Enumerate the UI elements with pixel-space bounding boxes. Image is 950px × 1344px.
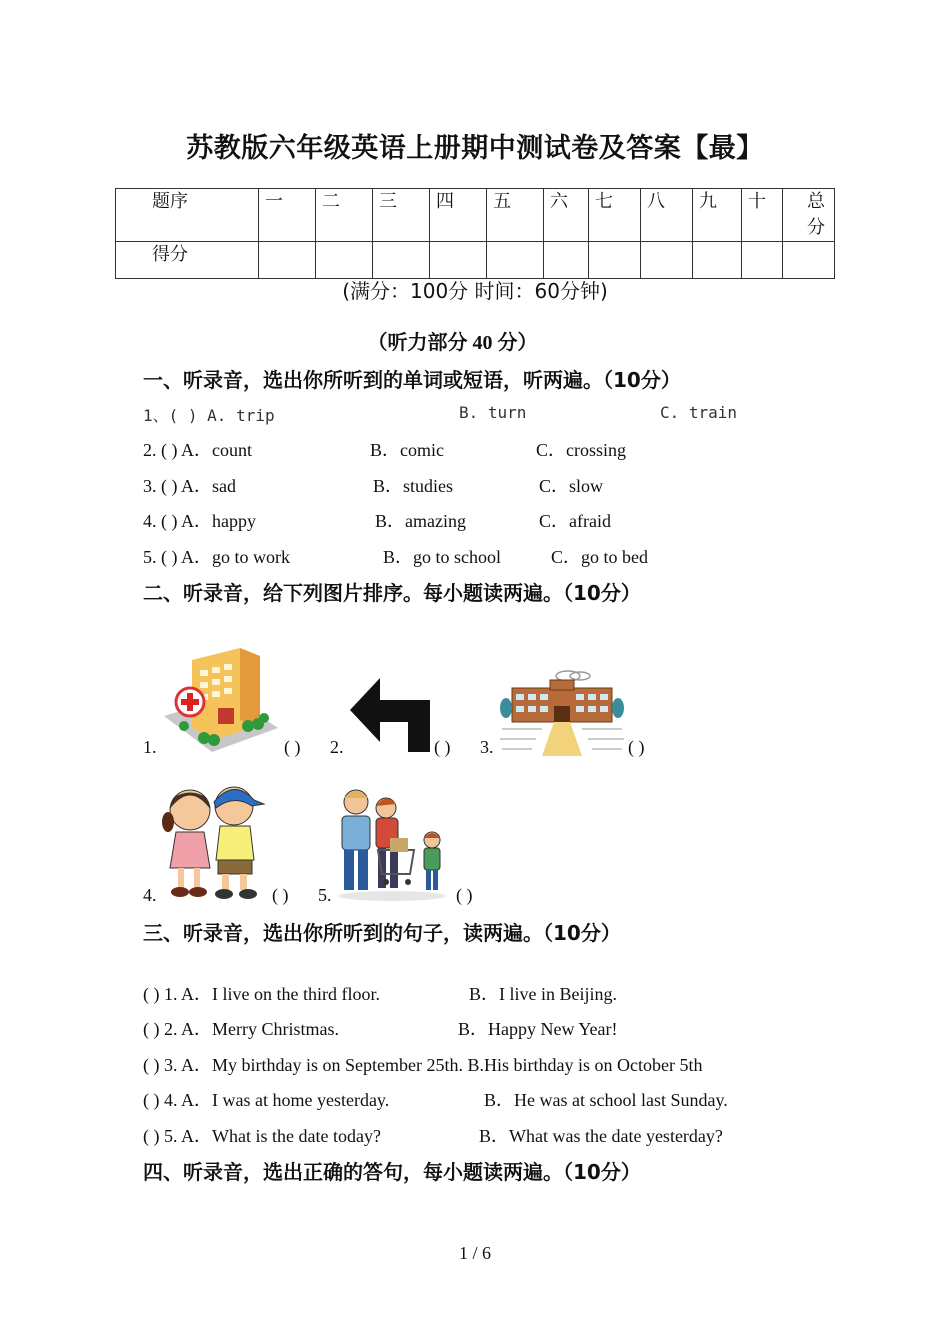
score-table-header-row: [116, 189, 835, 242]
sentence-5-option-b: B．What was the date yesterday?: [479, 1126, 723, 1146]
sentence-3-options: ( ) 3. A．My birthday is on September 25th. B.His birthday is on October 5th: [143, 1055, 703, 1075]
picture-4-number: 4.: [143, 885, 157, 905]
table-cell: 二: [316, 189, 373, 242]
table-cell: 三: [373, 189, 430, 242]
picture-5-number: 5.: [318, 885, 332, 905]
q5-option-b: B．go to school: [383, 547, 502, 567]
sentence-2-option-a: ( ) 2. A．Merry Christmas.: [143, 1019, 339, 1039]
family-shopping-picture: [334, 784, 450, 902]
score-time-info: (满分：100分 时间：60分钟): [342, 279, 608, 303]
score-blank[interactable]: [316, 242, 373, 279]
page-title: 苏教版六年级英语上册期中测试卷及答案【最】: [186, 133, 764, 164]
score-blank[interactable]: [259, 242, 316, 279]
table-cell: 总分: [783, 189, 835, 242]
sentence-2-option-b: B．Happy New Year!: [458, 1019, 618, 1039]
listening-subtitle: （听力部分 40 分）: [367, 332, 538, 354]
hospital-picture: [160, 646, 282, 754]
q3-option-c: C．slow: [539, 476, 604, 496]
table-cell: 得分: [116, 242, 259, 279]
school-picture: [498, 668, 626, 756]
kids-walking-picture: [160, 780, 270, 904]
sentence-1-option-a: ( ) 1. A．I live on the third floor.: [143, 984, 380, 1004]
page-number: 1 / 6: [458, 1243, 491, 1263]
q4-option-a: 4. ( ) A．happy: [143, 511, 256, 531]
table-cell: 八: [641, 189, 693, 242]
turn-left-arrow-icon: [346, 676, 432, 754]
score-blank[interactable]: [544, 242, 589, 279]
table-cell: 五: [487, 189, 544, 242]
score-blank[interactable]: [641, 242, 693, 279]
sentence-4-option-a: ( ) 4. A．I was at home yesterday.: [143, 1090, 390, 1110]
picture-5-answer-blank[interactable]: ( ): [456, 885, 473, 905]
section-4-heading: 四、听录音，选出正确的答句，每小题读两遍。（10分）: [143, 1160, 641, 1184]
q5-option-a: 5. ( ) A．go to work: [143, 547, 290, 567]
q1-option-c: C. train: [660, 403, 738, 422]
q2-option-a: 2. ( ) A．count: [143, 440, 252, 460]
q4-option-b: B．amazing: [375, 511, 466, 531]
section-3-heading: 三、听录音，选出你所听到的句子，读两遍。（10分）: [143, 921, 621, 945]
score-blank[interactable]: [742, 242, 783, 279]
picture-1-number: 1.: [143, 737, 157, 757]
q2-option-c: C．crossing: [536, 440, 626, 460]
table-cell: 十: [742, 189, 783, 242]
score-blank[interactable]: [487, 242, 544, 279]
score-blank[interactable]: [430, 242, 487, 279]
score-blank[interactable]: [373, 242, 430, 279]
picture-3-number: 3.: [480, 737, 494, 757]
q1-option-a: 1、( ) A. trip: [143, 406, 275, 425]
score-table-score-row: [116, 242, 835, 279]
table-cell: 一: [259, 189, 316, 242]
picture-2-number: 2.: [330, 737, 344, 757]
score-blank[interactable]: [589, 242, 641, 279]
q3-option-b: B．studies: [373, 476, 454, 496]
section-1-heading: 一、听录音，选出你所听到的单词或短语，听两遍。（10分）: [143, 368, 681, 392]
score-table: [115, 188, 835, 279]
table-cell: 四: [430, 189, 487, 242]
table-cell: 六: [544, 189, 589, 242]
score-blank[interactable]: [693, 242, 742, 279]
sentence-5-option-a: ( ) 5. A．What is the date today?: [143, 1126, 381, 1146]
q2-option-b: B．comic: [370, 440, 444, 460]
table-cell: 题序: [116, 189, 259, 242]
q5-option-c: C．go to bed: [551, 547, 648, 567]
picture-4-answer-blank[interactable]: ( ): [272, 885, 289, 905]
sentence-4-option-b: B．He was at school last Sunday.: [484, 1090, 728, 1110]
table-cell: 七: [589, 189, 641, 242]
picture-3-answer-blank[interactable]: ( ): [628, 737, 645, 757]
section-2-heading: 二、听录音，给下列图片排序。每小题读两遍。（10分）: [143, 581, 641, 605]
score-blank[interactable]: [783, 242, 835, 279]
picture-1-answer-blank[interactable]: ( ): [284, 737, 301, 757]
q4-option-c: C．afraid: [539, 511, 611, 531]
q3-option-a: 3. ( ) A．sad: [143, 476, 236, 496]
table-cell: 九: [693, 189, 742, 242]
q1-option-b: B. turn: [459, 403, 527, 422]
picture-2-answer-blank[interactable]: ( ): [434, 737, 451, 757]
sentence-1-option-b: B．I live in Beijing.: [469, 984, 617, 1004]
